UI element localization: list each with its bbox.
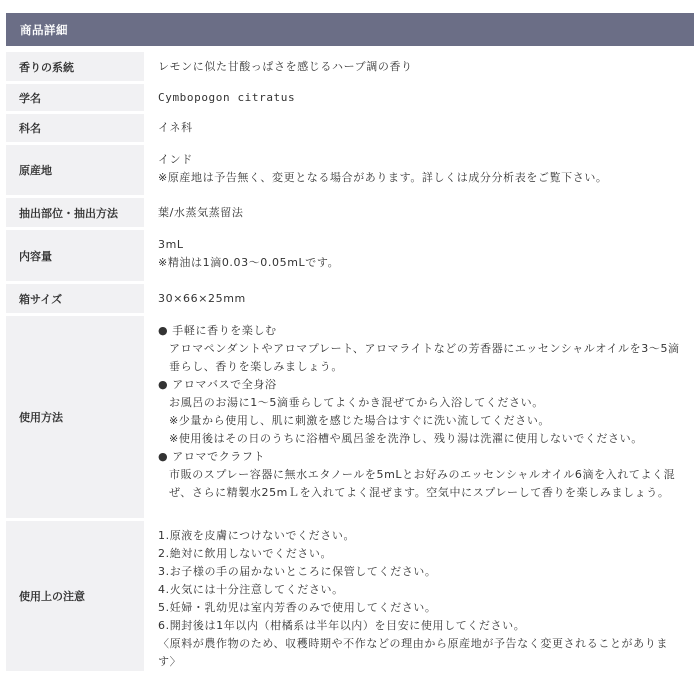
row-label: 内容量 (6, 230, 144, 281)
caution-item: 4.火気には十分注意してください。 (158, 583, 344, 596)
row-label: 抽出部位・抽出方法 (6, 198, 144, 227)
usage-text: アロマペンダントやアロマプレート、アロマライトなどの芳香器にエッセンシャルオイルを3～5滴垂らし、香りを楽しみましょう。 (169, 342, 680, 373)
usage-heading: ● 手軽に香りを楽しむ (158, 324, 277, 337)
section-title: 商品詳細 (20, 23, 68, 37)
usage-heading: ● アロマバスで全身浴 (158, 378, 277, 391)
row-origin (6, 145, 694, 195)
row-scientific-name (6, 84, 694, 111)
value-line: インド (158, 153, 193, 166)
row-usage (6, 316, 694, 518)
caution-item: 2.絶対に飲用しないでください。 (158, 547, 333, 560)
value-note: ※精油は1滴0.03～0.05mLです。 (158, 256, 340, 269)
row-value: 30×66×25mm (144, 284, 694, 313)
caution-item: 5.妊婦・乳幼児は室内芳香のみで使用してください。 (158, 601, 437, 614)
row-value (144, 230, 694, 281)
usage-heading: ● アロマでクラフト (158, 450, 266, 463)
row-family (6, 114, 694, 142)
row-value (144, 316, 694, 518)
product-spec-table (6, 49, 694, 674)
row-scent-family (6, 52, 694, 81)
row-volume (6, 230, 694, 281)
row-value: 葉/水蒸気蒸留法 (144, 198, 694, 227)
caution-item: 6.開封後は1年以内（柑橘系は半年以内）を目安に使用してください。 (158, 619, 526, 632)
row-label: 科名 (6, 114, 144, 142)
row-label: 使用方法 (6, 316, 144, 518)
section-header (6, 13, 694, 46)
usage-text: 市販のスプレー容器に無水エタノールを5mLとお好みのエッセンシャルオイル6滴を入れてよく混ぜ、さらに精製水25mＬを入れてよく混ぜます。空気中にスプレーして香りを楽しみましょう。 (169, 468, 676, 499)
usage-text: お風呂のお湯に1～5滴垂らしてよくかき混ぜてから入浴してください。 (169, 396, 544, 409)
usage-note: ※使用後はその日のうちに浴槽や風呂釜を洗浄し、残り湯は洗濯に使用しないでください。 (169, 432, 643, 445)
row-cautions (6, 521, 694, 671)
row-value: イネ科 (144, 114, 694, 142)
row-value (144, 145, 694, 195)
row-label: 使用上の注意 (6, 521, 144, 671)
row-label: 箱サイズ (6, 284, 144, 313)
row-label: 原産地 (6, 145, 144, 195)
caution-item: 1.原液を皮膚につけないでください。 (158, 529, 356, 542)
row-extraction (6, 198, 694, 227)
usage-note: ※少量から使用し、肌に刺激を感じた場合はすぐに洗い流してください。 (169, 414, 551, 427)
value-note: ※原産地は予告無く、変更となる場合があります。詳しくは成分分析表をご覧下さい。 (158, 171, 608, 184)
caution-note: 〈原料が農作物のため、収穫時期や不作などの理由から原産地が予告なく変更されることがあります〉 (158, 637, 668, 668)
row-value (144, 521, 694, 671)
row-value: Cymbopogon citratus (144, 84, 694, 111)
value-line: 3mL (158, 238, 184, 251)
caution-item: 3.お子様の手の届かないところに保管してください。 (158, 565, 437, 578)
row-label: 学名 (6, 84, 144, 111)
row-box-size (6, 284, 694, 313)
row-value: レモンに似た甘酸っぱさを感じるハーブ調の香り (144, 52, 694, 81)
row-label: 香りの系統 (6, 52, 144, 81)
